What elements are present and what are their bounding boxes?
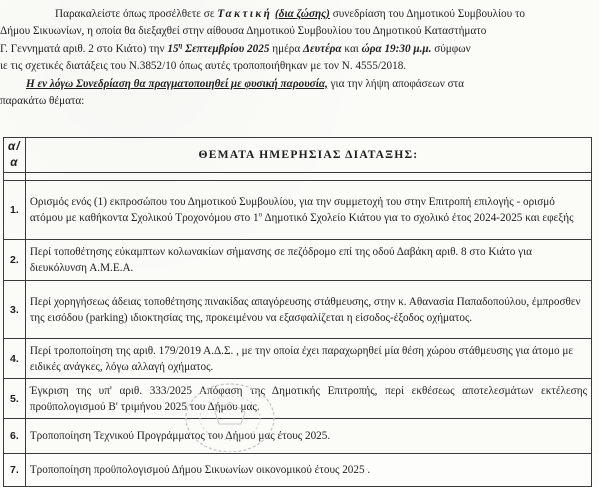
meeting-weekday: Δευτέρα [303, 42, 342, 55]
intro-line-4 [0, 58, 599, 75]
intro-line-5: Η εν λόγω Συνεδρίαση θα πραγματοποιηθεί με φυσική παρουσία, για την λήψη αποφάσεων στα [26, 77, 465, 90]
agenda-item-number: 1. [4, 181, 26, 240]
agenda-item-text: Τροποποίηση Τεχνικού Προγράμματος του Δήμου μας έτους 2025. [25, 419, 591, 454]
intro-line-1 [0, 6, 599, 23]
agenda-row [4, 240, 592, 281]
agenda-item-number: 2. [4, 240, 26, 281]
agenda-item-text: Περί τροποποίηση της αριθ. 179/2019 Α.Δ.Σ. , με την οποία έχει παραχωρηθεί μία θέση χώρου στάθμευσης για άτομο με ειδικές ανάγκες, λόγω αλλαγή οχήματος. [25, 339, 591, 379]
intro-text: Παρακαλείστε όπως προσέλθετε σε [55, 8, 218, 20]
agenda-header-row [4, 138, 592, 173]
agenda-row [4, 454, 592, 487]
agenda-row [4, 379, 592, 419]
agenda-item-text: Έγκριση της υπ' αριθ. 333/2025 Απόφαση της Δημοτικής Επιτροπής, περί εκθέσεως αποτελεσμάτων εκτέλεσης προϋπολογισμού Β' τριμήνου 2025 του Δήμου μας. [25, 379, 591, 419]
intro-line-2 [0, 23, 599, 40]
session-type: Τακτική [217, 8, 273, 20]
intro-text: Δήμου Σικυωνίων, η οποία θα διεξαχθεί στην αίθουσα Δημοτικού Συμβουλίου του Δημοτικού Καταστήματο [0, 25, 487, 38]
agenda-row [4, 419, 592, 454]
agenda-row [4, 181, 592, 240]
agenda-item-text: Τροποποίηση προϋπολογισμού Δήμου Σικυωνίων οικονομικού έτους 2025 . [25, 454, 591, 487]
meeting-day-number: 15 [167, 42, 179, 55]
number-column-header: α/α [4, 138, 26, 173]
agenda-item-number: 7. [4, 454, 26, 487]
intro-line-6: παρακάτω θέματα: [0, 94, 85, 107]
intro-text: ιε τις σχετικές διατάξεις του Ν.3852/10 όπως αυτές τροποποιήθηκαν με τον Ν. 4555/2018. [0, 60, 407, 73]
intro-line-3: Γ. Γεννηματά αριθ. 2 στο Κιάτο) την $15^\eta$ Σεπτεμβρίου 2025 ημέρα Δευτέρα και ώρα 19:30 μ.μ. σύμφων [0, 41, 471, 55]
meeting-date: Σεπτεμβρίου 2025 [182, 42, 270, 55]
agenda-item-number: 5. [4, 379, 26, 419]
agenda-item-text: Περί χορηγήσεως άδειας τοποθέτησης πινακίδας απαγόρευσης στάθμευσης, στην κ. Αθανασία Παπαδοπούλου, έμπροσθεν της εισόδου (parking) ιδιοκτησίας της, προκειμένου να εξασφαλίζεται η είσοδος-έξοδος οχήματος. [25, 281, 591, 339]
agenda-spacer-row [4, 173, 592, 181]
agenda-item-number: 3. [4, 281, 26, 339]
session-mode: (δια ζώσης) [275, 8, 330, 20]
agenda-item-text: Ορισμός ενός (1) εκπροσώπου του Δημοτικού Συμβουλίου, για την συμμετοχή του στην Επιτροπή επιλογής - ορισμό ατόμου με καθήκοντα Σχολικού Τροχονόμου στο $1^o$ Δημοτικό Σχολείο Κιάτου για το σχολικό έτος 2024-2025 και εφεξής [25, 181, 591, 240]
agenda-item-text: Περί τοποθέτησης εύκαμπτων κολωνακίων σήμανσης σε πεζόδρομο επί της οδού Δαβάκη αριθ. 8 στο Κιάτο για διευκόλυνση Α.Μ.Ε.Α. [25, 240, 591, 281]
agenda-table [3, 137, 592, 487]
invitation-paragraph [0, 6, 599, 110]
agenda-item-number: 6. [4, 419, 26, 454]
agenda-title: ΘΕΜΑΤΑ ΗΜΕΡΗΣΙΑΣ ΔΙΑΤΑΞΗΣ: [25, 138, 591, 173]
agenda-row [4, 281, 592, 339]
intro-text: συνεδρίαση του Δημοτικού Συμβουλίου το [329, 8, 526, 20]
agenda-row [4, 339, 592, 379]
agenda-item-number: 4. [4, 339, 26, 379]
physical-presence-note: Η εν λόγω Συνεδρίαση θα πραγματοποιηθεί με φυσική παρουσία, [26, 77, 328, 90]
meeting-time: ώρα 19:30 μ.μ. [361, 42, 432, 55]
